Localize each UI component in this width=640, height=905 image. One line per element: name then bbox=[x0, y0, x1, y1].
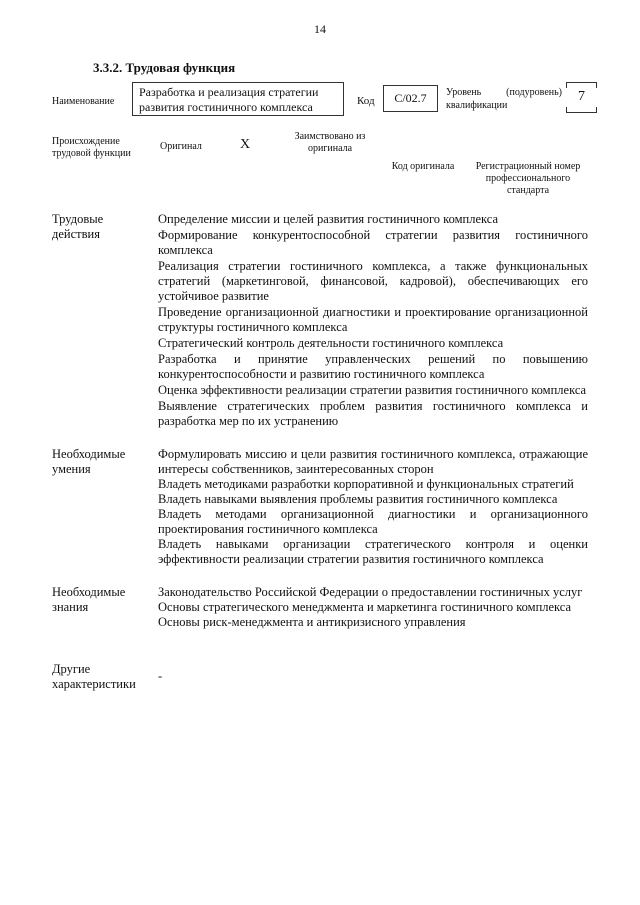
required-skills-list bbox=[158, 447, 588, 567]
origin-label: Происхождение трудовой функции bbox=[52, 136, 131, 159]
function-name-box: Разработка и реализация стратегии развития гостиничного комплекса bbox=[132, 82, 344, 116]
list-item: Определение миссии и целей развития гостиничного комплекса bbox=[158, 212, 499, 226]
list-item: Владеть методами организационной диагностики и организационного проектирования гостиничного комплекса bbox=[158, 507, 588, 536]
list-item: Формулировать миссию и цели развития гостиничного комплекса, отражающие интересы собственников, заинтересованных сторон bbox=[158, 447, 588, 476]
required-knowledge-list bbox=[158, 585, 588, 630]
list-item: Владеть навыками выявления проблемы развития гостиничного комплекса bbox=[158, 492, 558, 506]
list-item: Владеть навыками организации стратегического контроля и оценки эффективности реализации стратегии развития гостиничного комплекса bbox=[158, 537, 588, 566]
reg-number-label: Регистрационный номер профессионального стандарта bbox=[475, 161, 581, 196]
required-knowledge-label: Необходимые знания bbox=[52, 585, 126, 614]
code-box: С/02.7 bbox=[383, 85, 438, 112]
qualification-level-box: 7 bbox=[566, 82, 597, 113]
labour-actions-label: Трудовые действия bbox=[52, 212, 104, 241]
qualification-level-label: Уровень (подуровень) квалификации bbox=[446, 87, 562, 111]
required-skills-label: Необходимые умения bbox=[52, 447, 126, 476]
original-mark: X bbox=[240, 137, 251, 152]
list-item: Реализация стратегии гостиничного комплекса, а также функциональных стратегий (маркетинговой, финансовой, кадровой), обеспечивающих его устойчивое развитие bbox=[158, 259, 588, 303]
code-original-label: Код оригинала bbox=[391, 161, 455, 172]
list-item: Оценка эффективности реализации стратегии развития гостиничного комплекса bbox=[158, 383, 587, 397]
list-item: Основы риск-менеджмента и антикризисного управления bbox=[158, 615, 466, 629]
list-item: Стратегический контроль деятельности гостиничного комплекса bbox=[158, 336, 504, 350]
labour-actions-list bbox=[158, 212, 588, 429]
list-item: Основы стратегического менеджмента и маркетинга гостиничного комплекса bbox=[158, 600, 572, 614]
list-item: Формирование конкурентоспособной стратегии развития гостиничного комплекса bbox=[158, 228, 588, 257]
section-title: 3.3.2. Трудовая функция bbox=[93, 60, 236, 75]
borrowed-label: Заимствовано из оригинала bbox=[294, 131, 366, 154]
other-characteristics-label: Другие характеристики bbox=[52, 662, 136, 691]
original-label: Оригинал bbox=[160, 141, 202, 152]
page-number: 14 bbox=[314, 22, 326, 36]
list-item: Владеть методиками разработки корпоративной и функциональных стратегий bbox=[158, 477, 574, 491]
list-item: - bbox=[158, 669, 163, 683]
code-label: Код bbox=[357, 95, 375, 107]
list-item: Разработка и принятие управленческих решений по повышению конкурентоспособности и развитию гостиничного комплекса bbox=[158, 352, 588, 381]
name-label: Наименование bbox=[52, 96, 115, 107]
list-item: Законодательство Российской Федерации о предоставлении гостиничных услуг bbox=[158, 585, 583, 599]
list-item: Проведение организационной диагностики и проектирование организационной структуры гостиничного комплекса bbox=[158, 305, 588, 334]
other-characteristics-list bbox=[158, 669, 588, 684]
list-item: Выявление стратегических проблем развития гостиничного комплекса и разработка мер по их устранению bbox=[158, 399, 588, 428]
